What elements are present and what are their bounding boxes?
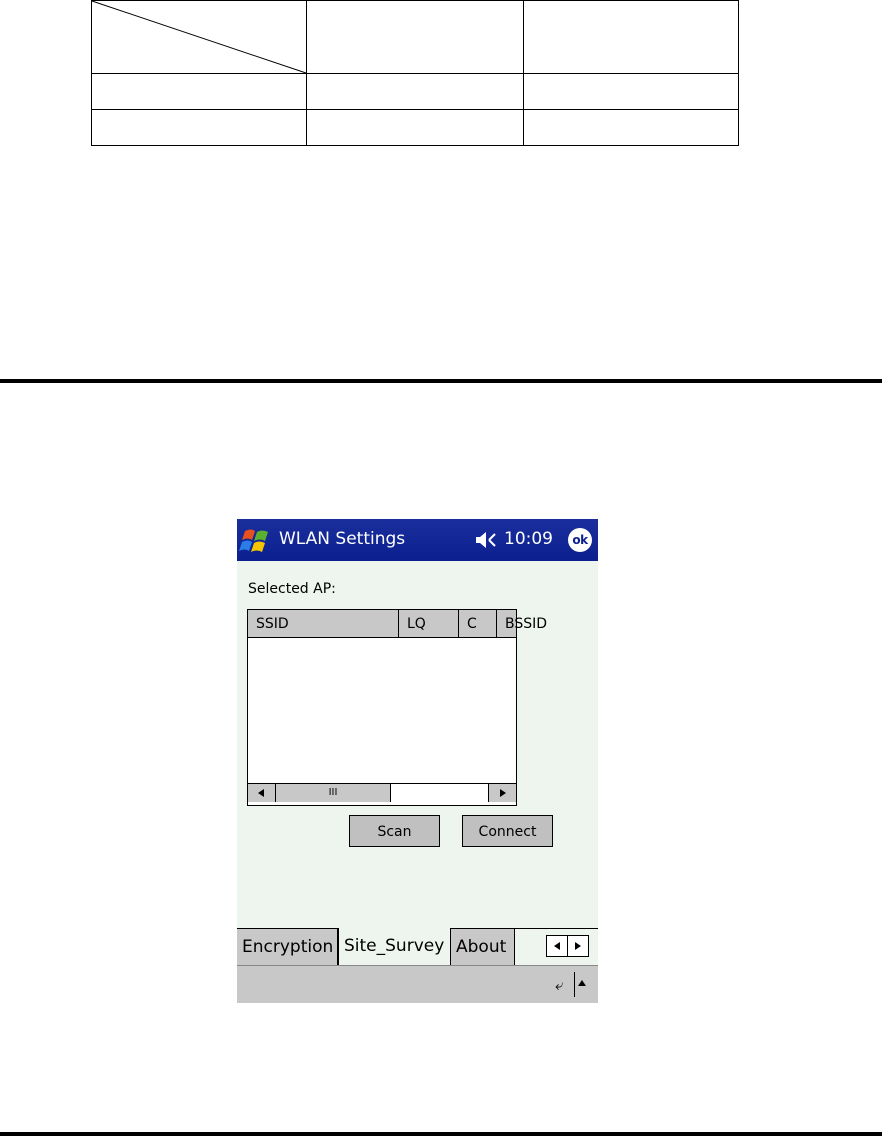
arrow-left-icon <box>554 942 560 950</box>
table-cell <box>92 110 307 146</box>
ap-list[interactable] <box>247 609 548 806</box>
diagonal-header-cell <box>92 1 307 74</box>
windows-start-icon[interactable] <box>239 525 273 557</box>
column-ssid[interactable]: SSID <box>248 610 399 637</box>
table-cell <box>307 110 524 146</box>
input-panel-arrow-icon[interactable] <box>578 980 586 986</box>
header-cell <box>524 1 739 74</box>
section-divider <box>0 1132 882 1136</box>
column-lq[interactable]: LQ <box>399 610 459 637</box>
input-panel-icon[interactable]: ⤶ <box>555 976 564 994</box>
scroll-right-button[interactable] <box>488 784 516 802</box>
arrow-left-icon <box>258 789 264 797</box>
title-bar <box>237 519 598 561</box>
app-title: WLAN Settings <box>279 529 406 549</box>
menu-bar <box>237 965 598 1003</box>
menu-divider <box>574 972 575 997</box>
scroll-left-button[interactable] <box>248 784 276 802</box>
clock[interactable]: 10:09 <box>504 529 553 549</box>
speaker-muted-icon[interactable] <box>475 530 497 550</box>
tab-scroll-left-button[interactable] <box>546 935 568 957</box>
column-c[interactable]: C <box>459 610 497 637</box>
tab-encryption[interactable]: Encryption <box>237 929 338 965</box>
column-bssid[interactable]: BSSID <box>505 616 548 632</box>
tab-about[interactable]: About <box>451 929 515 965</box>
selected-ap-label: Selected AP: <box>248 581 336 597</box>
arrow-right-icon <box>575 942 581 950</box>
connect-button[interactable]: Connect <box>462 815 553 847</box>
table-cell <box>524 110 739 146</box>
tab-scroll-right-button[interactable] <box>567 935 589 957</box>
header-cell <box>307 1 524 74</box>
arrow-right-icon <box>500 789 506 797</box>
ok-button[interactable]: ok <box>568 528 592 552</box>
horizontal-scrollbar[interactable] <box>248 783 516 802</box>
pda-screen <box>237 519 598 1002</box>
document-table <box>91 0 739 146</box>
table-cell <box>92 74 307 110</box>
scan-button[interactable]: Scan <box>349 815 440 847</box>
table-cell <box>307 74 524 110</box>
tab-strip <box>237 928 598 966</box>
tab-site-survey[interactable]: Site_Survey <box>338 928 451 966</box>
table-cell <box>524 74 739 110</box>
section-divider <box>0 379 882 383</box>
scrollbar-thumb[interactable]: III <box>276 784 391 802</box>
list-header <box>248 610 548 638</box>
